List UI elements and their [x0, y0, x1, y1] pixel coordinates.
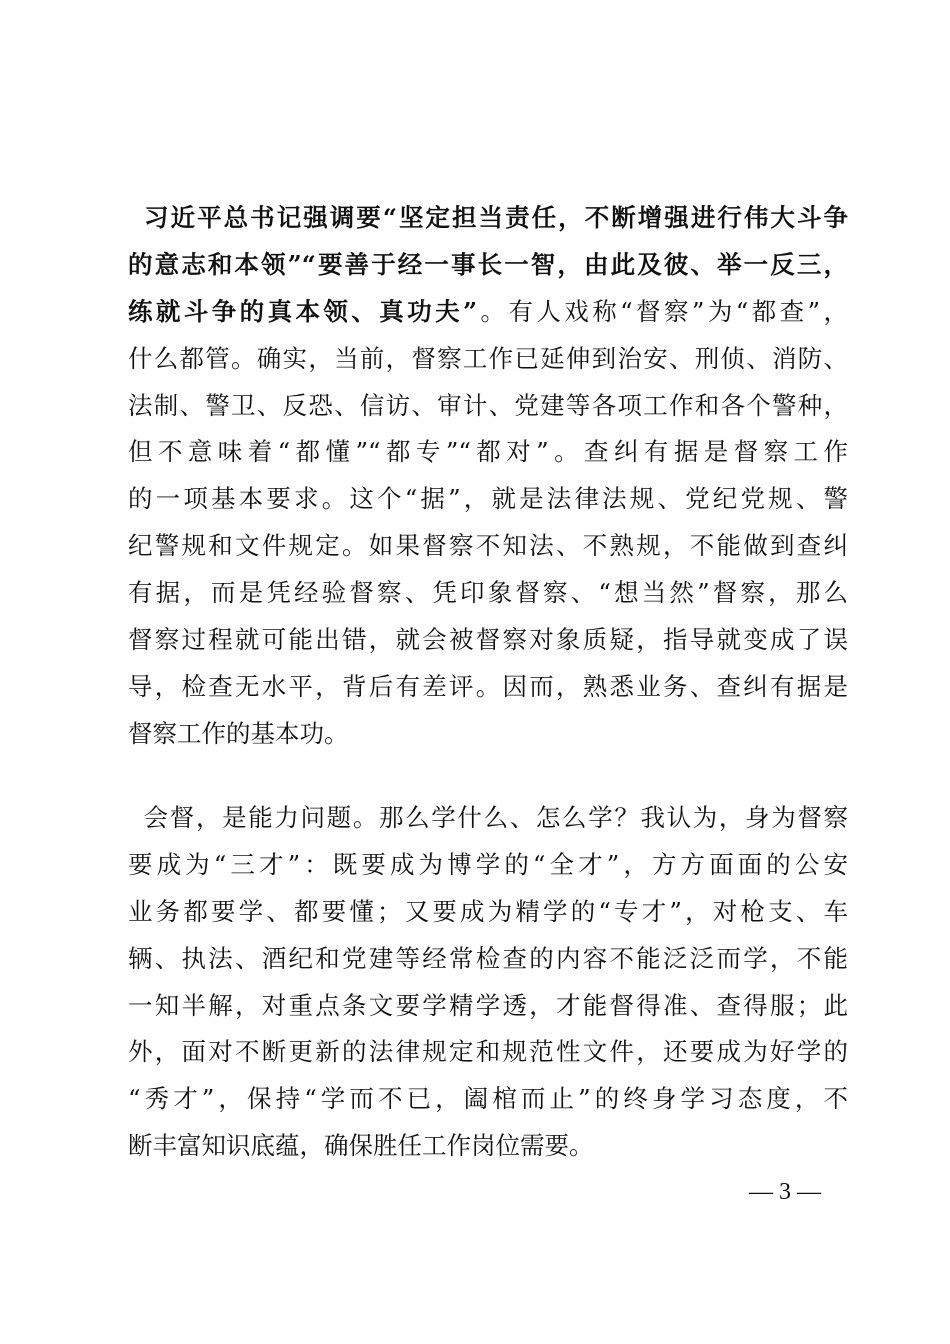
normal-text: 督察过程就可能出错，就会被督察对象质疑，指导就变成了误 [128, 625, 848, 655]
paragraph-2-line-5: 一知半解，对重点条文要学精学透，才能督得准、查得服；此 [128, 990, 848, 1020]
paragraph-1-line-3 [128, 289, 848, 336]
normal-text: 法制、警卫、反恐、信访、审计、党建等各项工作和各个警种， [128, 390, 848, 420]
normal-text: 但不意味着“都懂”“都专”“都对”。查纠有据是督察工作 [128, 437, 848, 467]
paragraph-2-line-4: 辆、执法、酒纪和党建等经常检查的内容不能泛泛而学，不能 [128, 943, 848, 973]
paragraph-2-line-8: 断丰富知识底蕴，确保胜任工作岗位需要。 [128, 1131, 594, 1161]
paragraph-1-line-5 [128, 383, 848, 430]
paragraph-1-line-6 [128, 429, 848, 476]
normal-text: 导，检查无水平，背后有差评。因而，熟悉业务、查纠有据是 [128, 671, 848, 701]
paragraph-1-line-7 [128, 476, 848, 523]
paragraph-2-line-6: 外，面对不断更新的法律规定和规范性文件，还要成为好学的 [128, 1037, 848, 1067]
paragraph-1-line-8 [128, 523, 848, 570]
paragraph-1-line-9 [128, 570, 848, 617]
paragraph-1-line-10 [128, 617, 848, 664]
paragraph-2-line-2: 要成为“三才”：既要成为博学的“全才”，方方面面的公安 [128, 849, 848, 879]
bold-text: 练就斗争的真本领、真功夫” [128, 296, 478, 326]
normal-text: 有据，而是凭经验督察、凭印象督察、“想当然”督察，那么 [128, 578, 848, 608]
paragraph-1 [128, 195, 848, 758]
paragraph-2-line-1 [128, 795, 848, 842]
normal-text: 的一项基本要求。这个“据”，就是法律法规、党纪党规、警 [128, 484, 848, 514]
paragraph-1-line-4 [128, 336, 848, 383]
bold-text: 习近平总书记强调要“坚定担当责任，不断增强进行伟大斗争 [142, 203, 848, 232]
page-number: — 3 — [749, 1179, 821, 1205]
paragraph-1-line-2 [128, 242, 848, 289]
normal-text: 督察工作的基本功。 [128, 718, 349, 748]
bold-text: 的意志和本领”“要善于经一事长一智，由此及彼、举一反三， [128, 249, 848, 279]
paragraph-2-line-3: 业务都要学、都要懂；又要成为精学的“专才”，对枪支、车 [128, 896, 848, 926]
normal-text: 什么都管。确实，当前，督察工作已延伸到治安、刑侦、消防、 [128, 343, 848, 373]
normal-text: 。有人戏称“督察”为“都查”， [477, 296, 849, 326]
normal-text: 纪警规和文件规定。如果督察不知法、不熟规，不能做到查纠 [128, 531, 848, 561]
paragraph-1-line-12 [128, 711, 848, 758]
paragraph-1-line-11 [128, 664, 848, 711]
paragraph-2-line-7: “秀才”，保持“学而不已，阖棺而止”的终身学习态度，不 [128, 1084, 848, 1114]
paragraph-2 [128, 795, 848, 1170]
paragraph-1-line-1 [128, 195, 848, 242]
normal-text: 会督，是能力问题。那么学什么、怎么学？我认为，身为督察 [142, 803, 848, 832]
